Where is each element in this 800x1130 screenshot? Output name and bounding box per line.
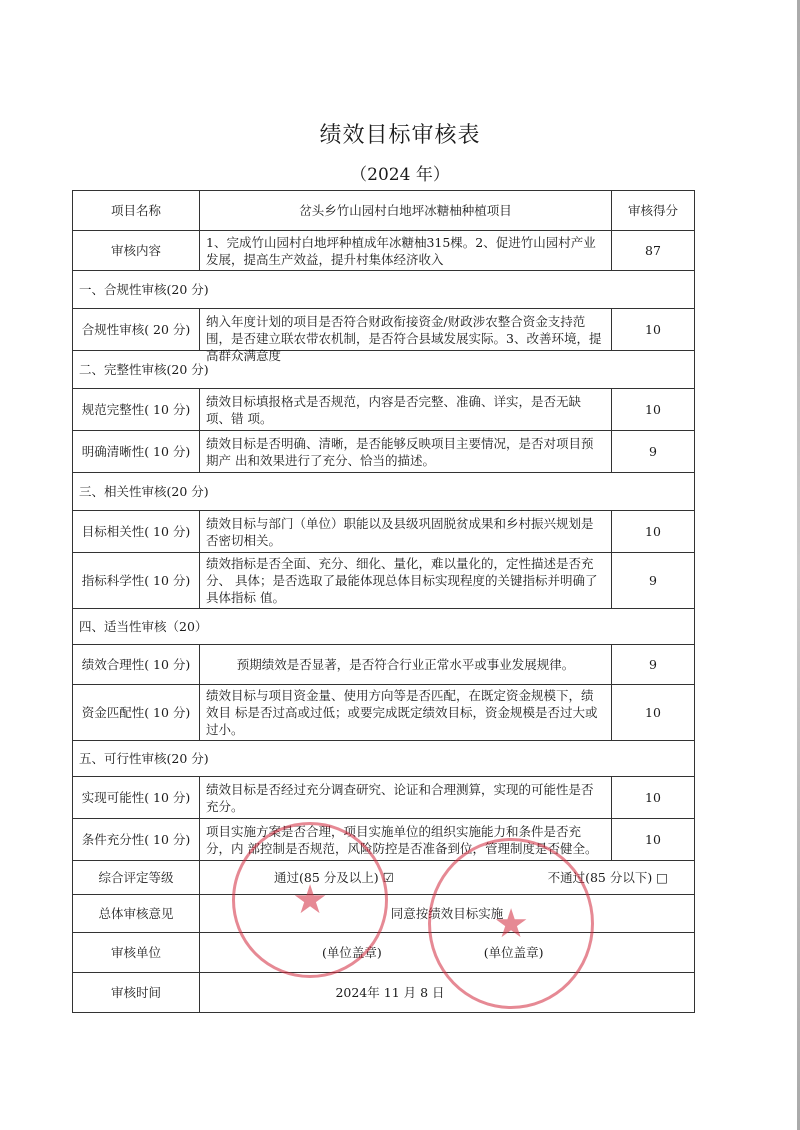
review-date: 2024年 11 月 8 日 xyxy=(200,973,695,1013)
item-row xyxy=(73,309,695,351)
item-score: 10 xyxy=(612,309,695,351)
seal-star-icon: ★ xyxy=(292,877,328,923)
project-name-value: 岔头乡竹山园村白地坪冰糖柚种植项目 xyxy=(200,191,612,231)
item-desc: 绩效目标填报格式是否规范，内容是否完整、准确、详实，是否无缺项、错 项。 xyxy=(200,389,612,431)
item-label: 条件充分性( 10 分) xyxy=(73,819,200,861)
content-row xyxy=(73,231,695,271)
item-label: 绩效合理性( 10 分) xyxy=(73,645,200,685)
section-title: 二、完整性审核(20 分) xyxy=(73,351,695,389)
grade-label: 综合评定等级 xyxy=(73,861,200,895)
item-row xyxy=(73,685,695,741)
time-row xyxy=(73,973,695,1013)
unit-stamp-right: (单位盖章) xyxy=(483,945,544,960)
project-name-label: 项目名称 xyxy=(73,191,200,231)
item-row xyxy=(73,511,695,553)
item-row xyxy=(73,777,695,819)
item-score: 10 xyxy=(612,777,695,819)
item-score: 9 xyxy=(612,431,695,473)
item-score: 10 xyxy=(612,389,695,431)
item-desc: 项目实施方案是否合理，项目实施单位的组织实施能力和条件是否充分，内 部控制是否规范，风险防控是否准备到位，管理制度是否健全。 xyxy=(200,819,612,861)
score-header: 审核得分 xyxy=(612,191,695,231)
item-label: 明确清晰性( 10 分) xyxy=(73,431,200,473)
content-label: 审核内容 xyxy=(73,231,200,271)
section-title: 三、相关性审核(20 分) xyxy=(73,473,695,511)
page-year: （2024 年） xyxy=(350,165,450,185)
content-score: 87 xyxy=(612,231,695,271)
item-desc: 绩效指标是否全面、充分、细化、量化，难以量化的，定性描述是否充分、 具体；是否选取了最能体现总体目标实现程度的关键指标并明确了具体指标 值。 xyxy=(200,553,612,609)
section-title-row xyxy=(73,609,695,645)
item-score: 10 xyxy=(612,511,695,553)
item-label: 规范完整性( 10 分) xyxy=(73,389,200,431)
page-title: 绩效目标审核表 xyxy=(319,123,481,148)
item-row xyxy=(73,645,695,685)
opinion-row xyxy=(73,895,695,933)
item-desc: 绩效目标是否明确、清晰，是否能够反映项目主要情况，是否对项目预期产 出和效果进行了充分、恰当的描述。 xyxy=(200,431,612,473)
item-row xyxy=(73,553,695,609)
item-label: 目标相关性( 10 分) xyxy=(73,511,200,553)
item-desc: 绩效目标与部门（单位）职能以及县级巩固脱贫成果和乡村振兴规划是否密切相关。 xyxy=(200,511,612,553)
item-desc: 纳入年度计划的项目是否符合财政衔接资金/财政涉农整合资金支持范围，是否建立联农带农机制，是否符合县域发展实际。3、改善环境，提高群众满意度 xyxy=(206,313,602,363)
seal-star-icon: ★ xyxy=(493,900,529,947)
item-label: 资金匹配性( 10 分) xyxy=(73,685,200,741)
item-row xyxy=(73,819,695,861)
grade-row xyxy=(73,861,695,895)
section-title: 五、可行性审核(20 分) xyxy=(73,741,695,777)
item-score: 10 xyxy=(612,819,695,861)
grade-pass-checkbox[interactable]: 通过(85 分及以上) ☑ xyxy=(274,870,394,885)
item-label: 指标科学性( 10 分) xyxy=(73,553,200,609)
section-title-row xyxy=(73,351,695,389)
item-desc: 绩效目标与项目资金量、使用方向等是否匹配，在既定资金规模下，绩效目 标是否过高或过低；或要完成既定绩效目标，资金规模是否过大或过小。 xyxy=(200,685,612,741)
section-title: 一、合规性审核(20 分) xyxy=(73,271,695,309)
item-row xyxy=(73,389,695,431)
opinion-text: 同意按绩效目标实施 xyxy=(200,895,695,933)
time-label: 审核时间 xyxy=(73,973,200,1013)
review-table xyxy=(72,190,695,1013)
section-title: 四、适当性审核（20） xyxy=(73,609,695,645)
item-score: 9 xyxy=(612,553,695,609)
section-title-row xyxy=(73,473,695,511)
unit-row xyxy=(73,933,695,973)
item-score: 10 xyxy=(612,685,695,741)
opinion-label: 总体审核意见 xyxy=(73,895,200,933)
unit-stamp-left: (单位盖章) xyxy=(322,945,382,960)
item-score: 9 xyxy=(612,645,695,685)
grade-fail-checkbox[interactable]: 不通过(85 分以下) □ xyxy=(547,870,668,885)
content-text: 1、完成竹山园村白地坪种植成年冰糖柚315棵。2、促进竹山园村产业发展，提高生产效益，提升村集体经济收入 xyxy=(200,231,612,271)
unit-label: 审核单位 xyxy=(73,933,200,973)
section-title-row xyxy=(73,271,695,309)
item-desc: 预期绩效是否显著，是否符合行业正常水平或事业发展规律。 xyxy=(200,645,612,685)
item-label: 实现可能性( 10 分) xyxy=(73,777,200,819)
header-row xyxy=(73,191,695,231)
item-label: 合规性审核( 20 分) xyxy=(73,309,200,351)
section-title-row xyxy=(73,741,695,777)
item-row xyxy=(73,431,695,473)
item-desc: 绩效目标是否经过充分调查研究、论证和合理测算，实现的可能性是否充分。 xyxy=(200,777,612,819)
